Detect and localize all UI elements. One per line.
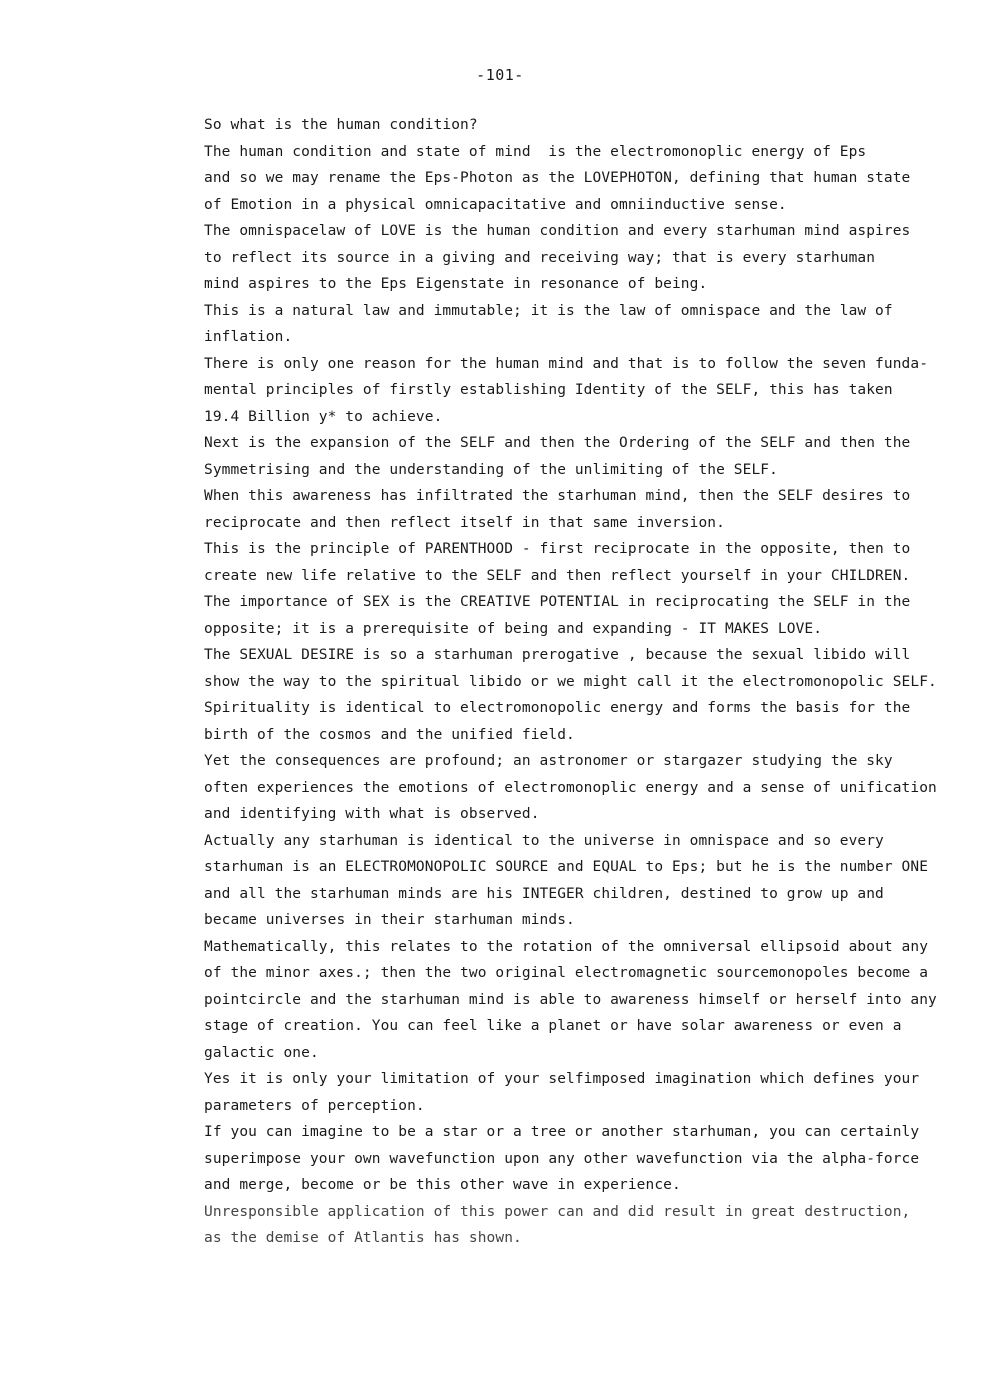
text-line: This is a natural law and immutable; it is the law of omnispace and the law of <box>204 302 893 319</box>
text-line: inflation. <box>204 329 293 345</box>
page-number: -101- <box>476 66 524 84</box>
text-line: and so we may rename the Eps-Photon as the LOVEPHOTON, defining that human state <box>204 170 911 186</box>
text-line: opposite; it is a prerequisite of being and expanding - IT MAKES LOVE. <box>204 620 823 637</box>
text-line: Spirituality is identical to electromonopolic energy and forms the basis for the <box>204 700 911 716</box>
text-line: and identifying with what is observed. <box>204 806 540 822</box>
text-line: parameters of perception. <box>204 1097 425 1114</box>
text-line: galactic one. <box>204 1044 319 1061</box>
text-line: Yes it is only your limitation of your selfimposed imagination which defines your <box>204 1071 920 1087</box>
text-line: mind aspires to the Eps Eigenstate in resonance of being. <box>204 276 708 292</box>
text-line: superimpose your own wavefunction upon any other wavefunction via the alpha-force <box>204 1150 920 1167</box>
text-line: Symmetrising and the understanding of the unlimiting of the SELF. <box>204 461 778 478</box>
text-line: became universes in their starhuman minds. <box>204 912 575 928</box>
text-line: Next is the expansion of the SELF and then the Ordering of the SELF and then the <box>204 435 911 451</box>
text-line: Yet the consequences are profound; an astronomer or stargazer studying the sky <box>204 753 893 769</box>
text-line: starhuman is an ELECTROMONOPOLIC SOURCE and EQUAL to Eps; but he is the number ONE <box>204 859 929 875</box>
text-line: show the way to the spiritual libido or we might call it the electromonopolic SELF. <box>204 673 937 690</box>
text-line: When this awareness has infiltrated the starhuman mind, then the SELF desires to <box>204 488 911 504</box>
text-line: There is only one reason for the human mind and that is to follow the seven funda- <box>204 355 929 372</box>
text-line: birth of the cosmos and the unified field. <box>204 726 575 743</box>
text-line: The SEXUAL DESIRE is so a starhuman prerogative , because the sexual libido will <box>204 647 911 663</box>
text-line: The omnispacelaw of LOVE is the human condition and every starhuman mind aspires <box>204 223 911 239</box>
text-line: mental principles of firstly establishing Identity of the SELF, this has taken <box>204 382 893 398</box>
text-line: The human condition and state of mind is the electromonoplic energy of Eps <box>204 143 867 160</box>
text-line: pointcircle and the starhuman mind is able to awareness himself or herself into any <box>204 991 937 1008</box>
text-line: as the demise of Atlantis has shown. <box>204 1230 522 1246</box>
text-line: stage of creation. You can feel like a planet or have solar awareness or even a <box>204 1018 902 1034</box>
text-line: If you can imagine to be a star or a tree or another starhuman, you can certainly <box>204 1124 920 1140</box>
text-line: 19.4 Billion y* to achieve. <box>204 408 443 425</box>
text-line: of the minor axes.; then the two original electromagnetic sourcemonopoles become a <box>204 965 929 981</box>
text-line: create new life relative to the SELF and then reflect yourself in your CHILDREN. <box>204 567 911 584</box>
text-line: This is the principle of PARENTHOOD - first reciprocate in the opposite, then to <box>204 541 911 557</box>
text-line: So what is the human condition? <box>204 117 478 133</box>
text-line: reciprocate and then reflect itself in that same inversion. <box>204 514 725 531</box>
text-line: The importance of SEX is the CREATIVE POTENTIAL in reciprocating the SELF in the <box>204 594 911 610</box>
text-line: of Emotion in a physical omnicapacitative and omniinductive sense. <box>204 196 787 213</box>
text-line: Mathematically, this relates to the rotation of the omniversal ellipsoid about any <box>204 938 929 955</box>
text-line: and merge, become or be this other wave in experience. <box>204 1177 681 1193</box>
text-line: and all the starhuman minds are his INTEGER children, destined to grow up and <box>204 885 884 902</box>
text-line: Actually any starhuman is identical to the universe in omnispace and so every <box>204 832 884 849</box>
text-line: Unresponsible application of this power can and did result in great destruction, <box>204 1203 911 1220</box>
text-line: often experiences the emotions of electromonoplic energy and a sense of unification <box>204 779 937 796</box>
text-line: to reflect its source in a giving and receiving way; that is every starhuman <box>204 249 876 266</box>
body-text <box>204 112 937 1252</box>
